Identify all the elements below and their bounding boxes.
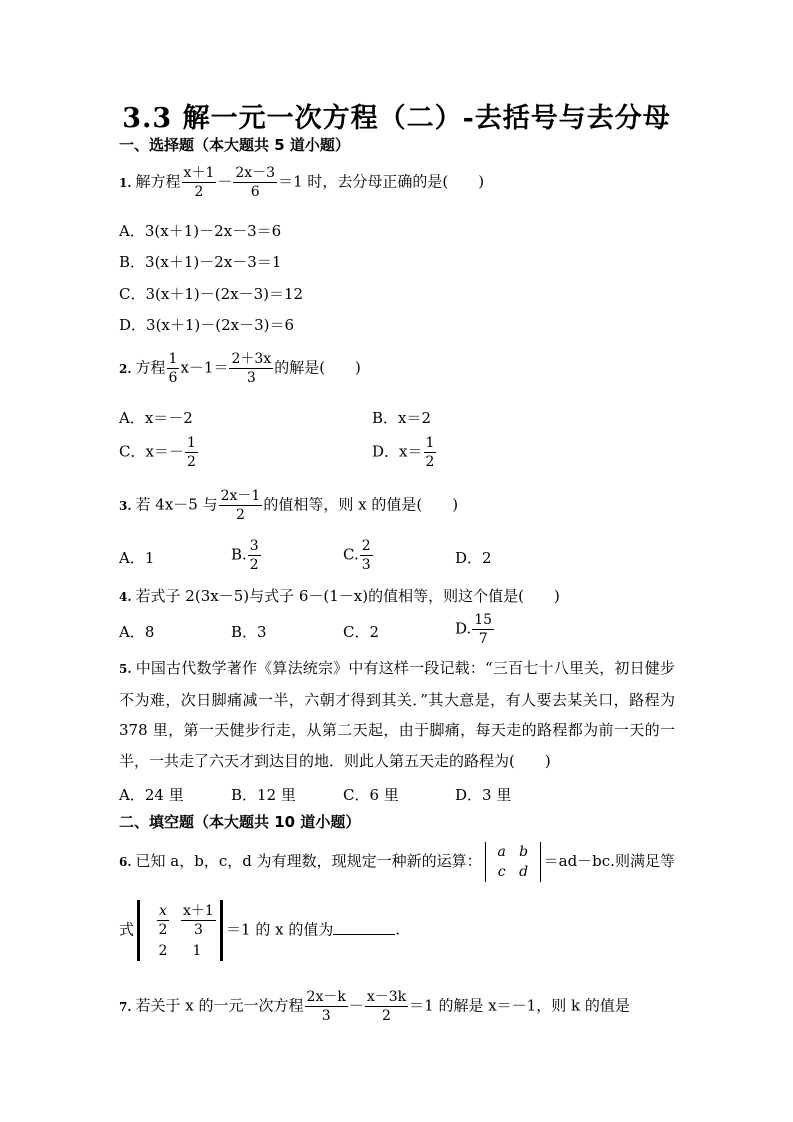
denominator: 2 xyxy=(382,1008,391,1024)
option-a: A．3(x＋1)－2x－3＝6 xyxy=(119,222,282,240)
numerator: x＋1 xyxy=(183,165,215,181)
option-label: B. xyxy=(231,545,247,564)
question-text: 已知 a，b，c，d 为有理数，现规定一种新的运算： xyxy=(135,852,482,870)
option-a: A．24 里 xyxy=(119,786,184,804)
question-4 xyxy=(119,585,560,606)
denominator: 2 xyxy=(425,454,435,470)
matrix-cell: a xyxy=(497,844,506,860)
question-text: 解方程 xyxy=(135,172,181,191)
fraction xyxy=(365,988,408,1025)
question-number: 3. xyxy=(119,498,132,513)
option-label: D. xyxy=(455,619,472,638)
question-text: ＝1 的解是 x＝－1，则 k 的值是 xyxy=(409,996,630,1015)
denominator: 6 xyxy=(250,184,260,200)
question-6 xyxy=(119,842,675,882)
question-text: ＝1 的 x 的值为 xyxy=(226,920,334,939)
denominator: 2 xyxy=(186,454,196,470)
question-5 xyxy=(119,653,675,776)
question-text: 的解是( ) xyxy=(274,358,361,377)
question-text: 若关于 x 的一元一次方程 xyxy=(135,996,304,1015)
option-d: D．3(x＋1)－(2x－3)＝6 xyxy=(119,316,295,334)
question-text: 方程 xyxy=(135,358,166,377)
section-heading-fill: 二、填空题（本大题共 10 道小题） xyxy=(119,813,361,831)
question-number: 4. xyxy=(119,590,132,604)
option-d: D．3 里 xyxy=(455,786,512,804)
fraction xyxy=(185,434,198,471)
option-b xyxy=(231,537,262,574)
question-6-line-2 xyxy=(119,900,400,961)
numerator: x xyxy=(159,903,167,919)
denominator: 3 xyxy=(361,557,371,573)
fraction xyxy=(305,988,348,1025)
fraction xyxy=(219,487,263,524)
question-number: 1. xyxy=(119,175,132,190)
denominator: 2 xyxy=(249,557,259,573)
question-text: x－1＝ xyxy=(180,358,229,377)
fraction xyxy=(360,537,373,574)
operator: － xyxy=(217,172,233,191)
matrix-cell: d xyxy=(519,864,529,880)
option-c xyxy=(119,434,199,471)
matrix-cell: b xyxy=(519,844,529,860)
fraction xyxy=(167,350,180,387)
question-text: . xyxy=(395,920,401,939)
fraction xyxy=(248,537,261,574)
numerator: 2x－1 xyxy=(220,488,261,504)
determinant xyxy=(137,900,223,961)
option-c: C．2 xyxy=(343,623,380,641)
question-text: 中国古代数学著作《算法统宗》中有这样一段记载：“三百七十八里关，初日健步不为难，次日脚痛减一半，六朝才得到其关．”其大意是，有人要去某关口，路程为 378 里，第一天健步行走，从第二天起，由于脚痛，每天走的路程都为前一天的一半，一共走了六天才到达目的地．则此人第五天走的路程为( ) xyxy=(119,659,675,770)
numerator: x－3k xyxy=(366,989,407,1005)
denominator: 2 xyxy=(158,922,168,938)
option-a: A．8 xyxy=(119,623,155,641)
numerator: 15 xyxy=(474,612,493,628)
denominator: 7 xyxy=(478,631,488,647)
option-c: C．6 里 xyxy=(343,786,399,804)
matrix-cell: 1 xyxy=(192,943,202,959)
numerator: 2x－k xyxy=(306,989,346,1005)
denominator: 3 xyxy=(246,370,256,386)
numerator: 1 xyxy=(186,435,196,451)
operator: － xyxy=(348,996,364,1015)
question-text: 式 xyxy=(119,920,135,939)
option-a: A．1 xyxy=(119,549,155,567)
option-d xyxy=(455,611,495,648)
fraction xyxy=(229,350,273,387)
option-label: C. xyxy=(343,545,359,564)
fraction xyxy=(233,164,277,201)
fraction xyxy=(157,902,170,939)
fraction xyxy=(182,164,217,201)
numerator: 3 xyxy=(249,538,259,554)
numerator: 2＋3x xyxy=(231,351,272,367)
question-text: 的值相等，则 x 的值是( ) xyxy=(263,495,459,514)
matrix-cell: c xyxy=(497,864,506,880)
option-b: B．3(x＋1)－2x－3＝1 xyxy=(119,253,282,271)
question-text: ＝1 时，去分母正确的是( ) xyxy=(278,172,485,191)
numerator: x＋1 xyxy=(183,903,214,919)
question-3 xyxy=(119,487,458,524)
denominator: 2 xyxy=(236,507,245,523)
question-1 xyxy=(119,164,484,201)
question-text: 若 4x－5 与 xyxy=(135,495,218,514)
option-c xyxy=(343,537,374,574)
question-number: 6. xyxy=(119,855,132,869)
fraction xyxy=(424,434,437,471)
question-7 xyxy=(119,988,630,1025)
section-heading-choice: 一、选择题（本大题共 5 道小题） xyxy=(119,136,350,154)
question-number: 7. xyxy=(119,999,132,1014)
option-c: C．3(x＋1)－(2x－3)＝12 xyxy=(119,285,304,303)
option-b: B．3 xyxy=(231,623,267,641)
option-a: A．x＝－2 xyxy=(119,409,193,427)
numerator: 2x－3 xyxy=(235,165,276,181)
question-number: 2. xyxy=(119,361,132,376)
option-b: B．12 里 xyxy=(231,786,296,804)
option-d xyxy=(372,434,437,471)
option-b: B．x＝2 xyxy=(372,409,432,427)
question-number: 5. xyxy=(119,662,132,676)
fraction xyxy=(181,902,216,939)
option-label: C．x＝－ xyxy=(119,442,184,461)
question-text: 若式子 2(3x－5)与式子 6－(1－x)的值相等，则这个值是( ) xyxy=(135,587,560,605)
answer-blank[interactable] xyxy=(333,920,395,935)
option-d: D．2 xyxy=(455,549,492,567)
question-text: ＝ad－bc.则满足等 xyxy=(543,852,675,870)
denominator: 3 xyxy=(193,922,203,938)
option-label: D．x＝ xyxy=(372,442,423,461)
numerator: 2 xyxy=(361,538,371,554)
question-2 xyxy=(119,350,361,387)
denominator: 3 xyxy=(321,1008,331,1024)
numerator: 1 xyxy=(425,435,435,451)
determinant xyxy=(485,842,541,882)
page-title: 3.3 解一元一次方程（二）-去括号与去分母 xyxy=(122,103,671,134)
denominator: 6 xyxy=(168,370,178,386)
numerator: 1 xyxy=(168,351,178,367)
fraction xyxy=(472,611,494,648)
matrix-cell: 2 xyxy=(158,943,168,959)
denominator: 2 xyxy=(194,184,204,200)
